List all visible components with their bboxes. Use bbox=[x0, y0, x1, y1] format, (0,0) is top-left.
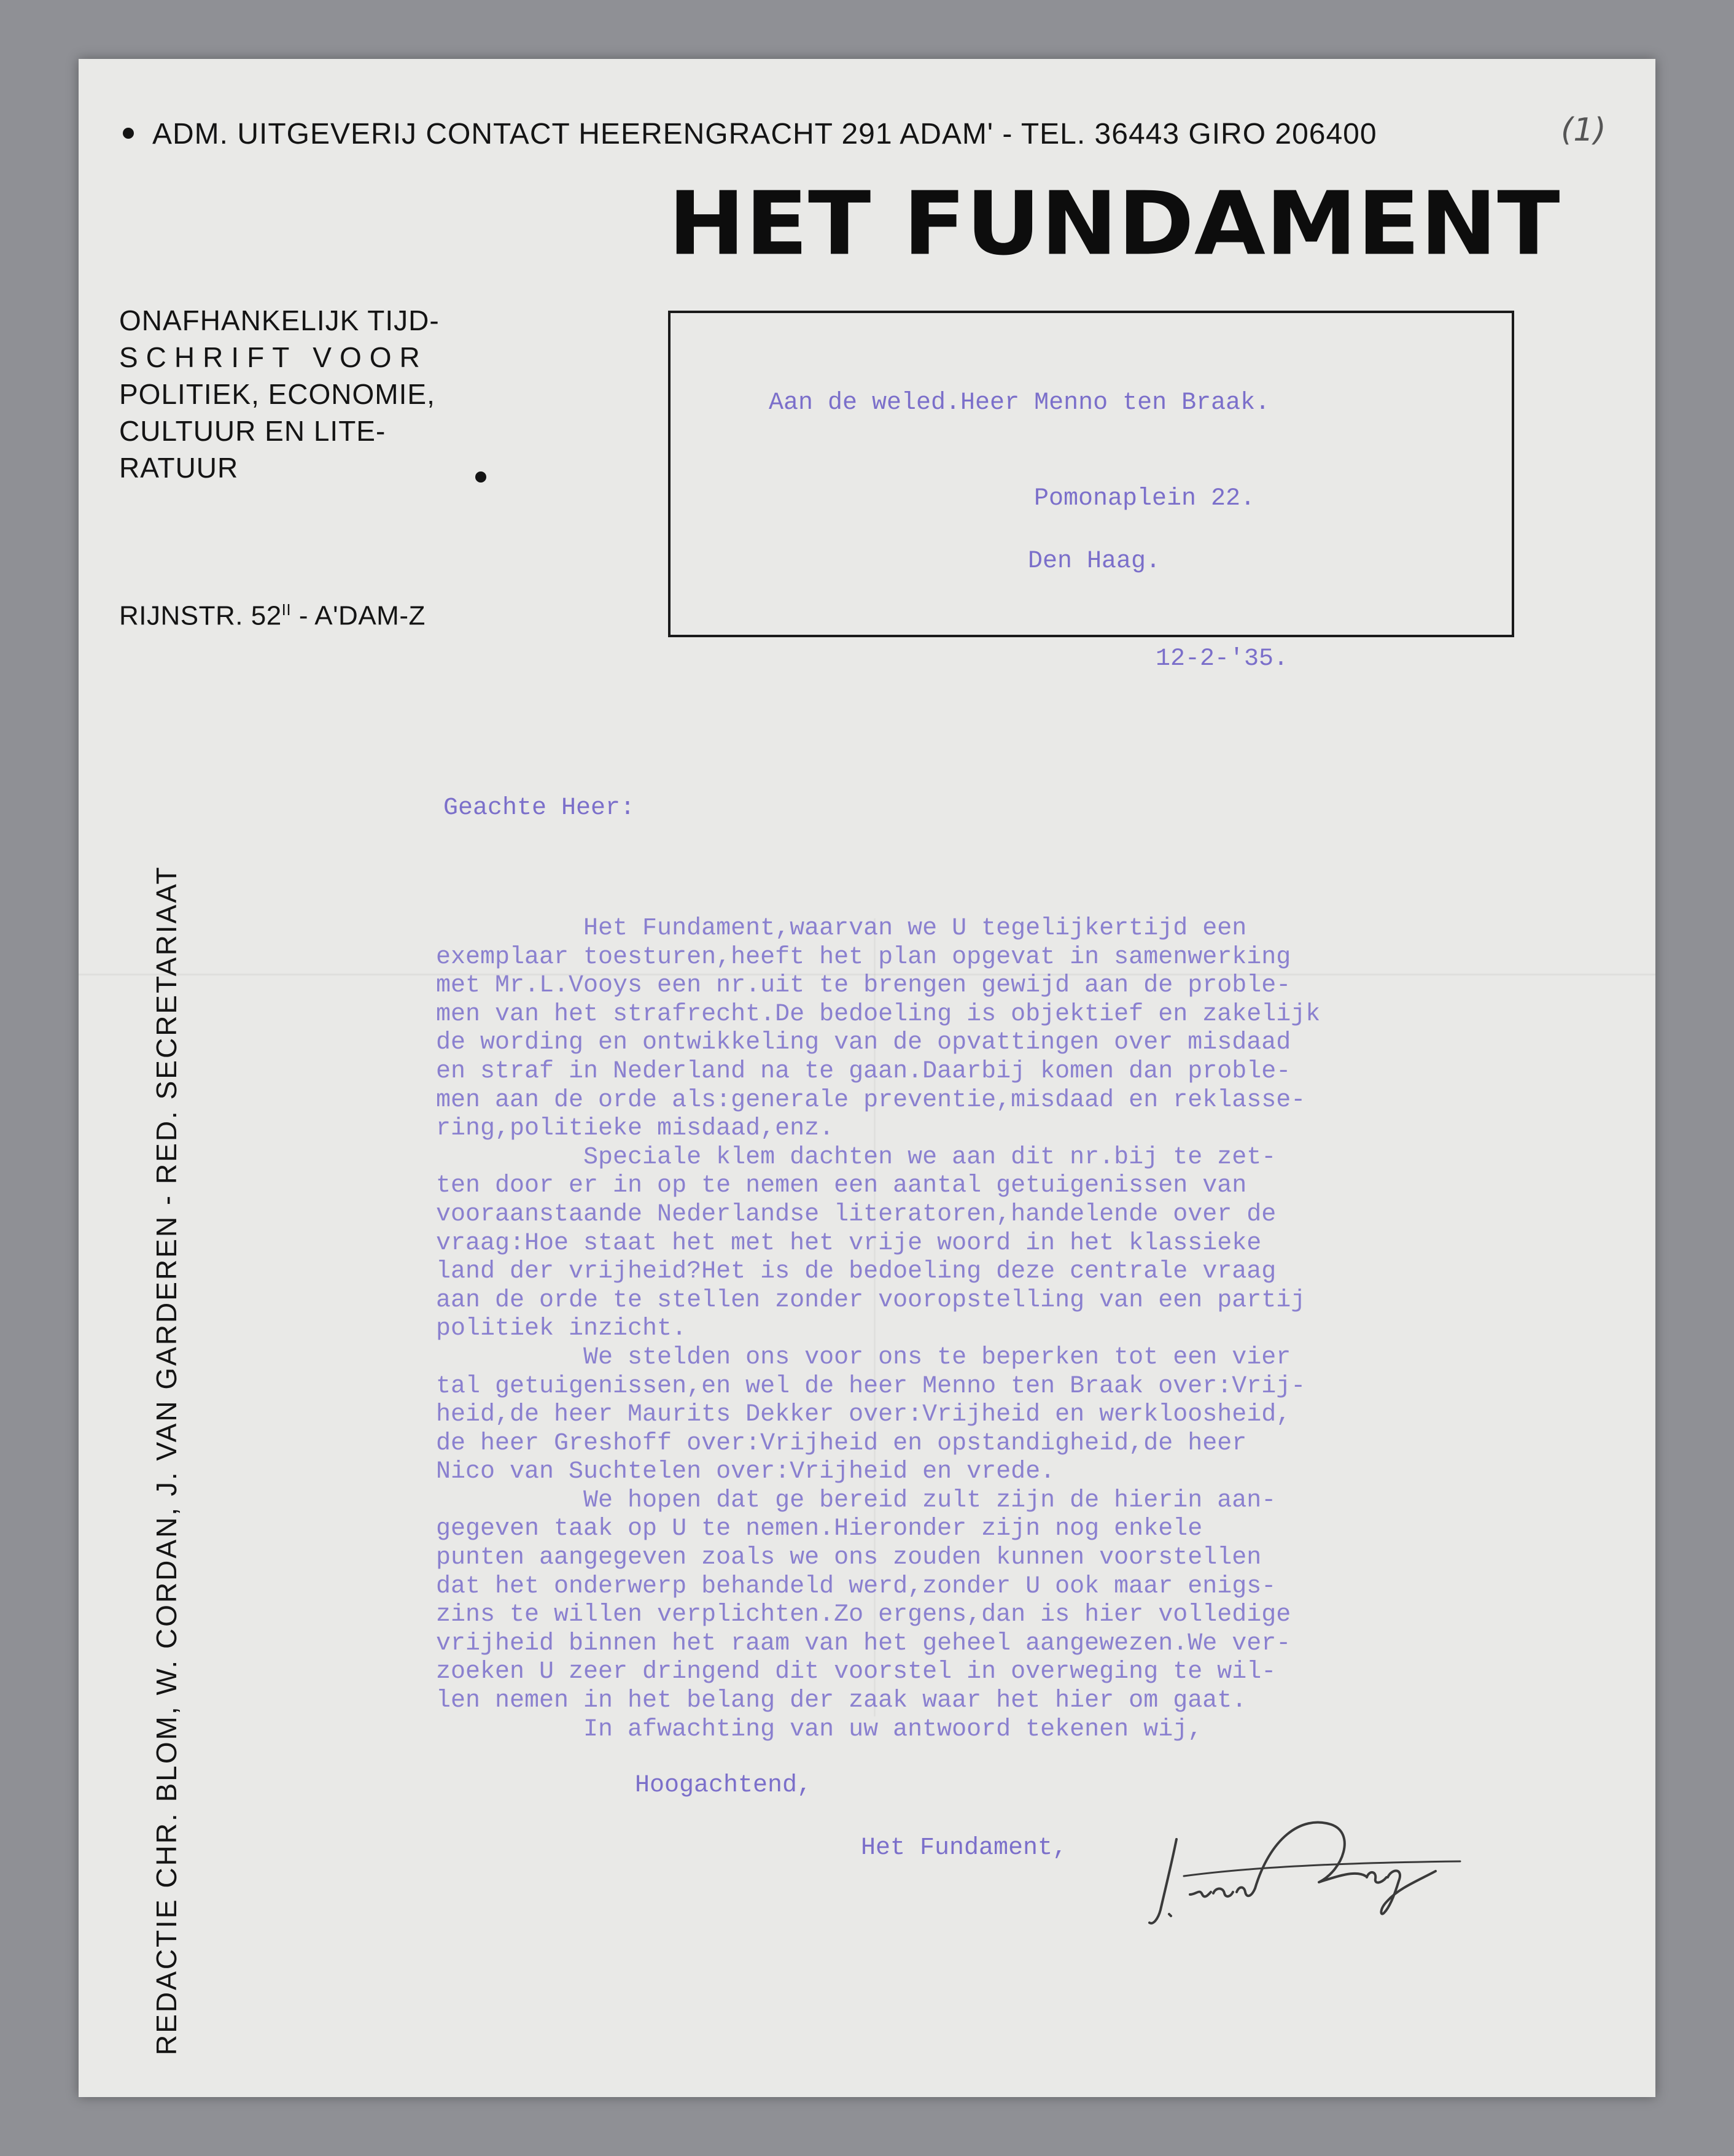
body-line: de heer Greshoff over:Vrijheid en opstandigheid,de heer bbox=[436, 1429, 1247, 1457]
tagline bbox=[119, 302, 463, 486]
street-name: RIJNSTR. 52 bbox=[119, 600, 282, 631]
letter-body bbox=[436, 915, 1603, 1744]
bullet-icon bbox=[475, 471, 486, 483]
body-line: land der vrijheid?Het is de bedoeling deze centrale vraag bbox=[436, 1258, 1277, 1286]
closing-greeting: Hoogachtend, bbox=[635, 1772, 812, 1799]
body-line: zins te willen verplichten.Zo ergens,dan is hier volledige bbox=[436, 1601, 1291, 1629]
body-line: politiek inzicht. bbox=[436, 1315, 687, 1343]
body-line: men van het strafrecht.De bedoeling is objektief en zakelijk bbox=[436, 1000, 1321, 1028]
body-line: tal getuigenissen,en wel de heer Menno ten Braak over:Vrij- bbox=[436, 1372, 1306, 1400]
body-line: gegeven taak op U te nemen.Hieronder zijn nog enkele bbox=[436, 1515, 1203, 1543]
salutation: Geachte Heer: bbox=[443, 794, 636, 822]
body-line: men aan de orde als:generale preventie,misdaad en reklasse- bbox=[436, 1086, 1306, 1114]
body-line: vrijheid binnen het raam van het geheel aangewezen.We ver- bbox=[436, 1629, 1291, 1658]
masthead-text: HET FUNDAMENT bbox=[668, 187, 1560, 262]
street-address bbox=[119, 600, 426, 632]
body-line: We stelden ons voor ons te beperken tot een vier bbox=[436, 1343, 1291, 1371]
body-line: vooraanstaande Nederlandse literatoren,handelende over de bbox=[436, 1200, 1277, 1228]
body-line: heid,de heer Maurits Dekker over:Vrijheid en werkloosheid, bbox=[436, 1401, 1291, 1429]
tagline-line: RATUUR bbox=[119, 452, 239, 484]
body-line: met Mr.L.Vooys een nr.uit te brengen gewijd aan de proble- bbox=[436, 972, 1291, 1000]
body-line: Het Fundament,waarvan we U tegelijkertijd een bbox=[436, 915, 1247, 942]
recipient-name: Aan de weled.Heer Menno ten Braak. bbox=[769, 389, 1270, 417]
editorial-sidebar: REDACTIE CHR. BLOM, W. CORDAN, J. VAN GARDEREN - RED. SECRETARIAAT bbox=[150, 865, 182, 2055]
body-line: ring,politieke misdaad,enz. bbox=[436, 1115, 834, 1143]
street-city: - A'DAM-Z bbox=[291, 600, 426, 631]
recipient-city: Den Haag. bbox=[1028, 548, 1161, 575]
body-line: len nemen in het belang der zaak waar het hier om gaat. bbox=[436, 1687, 1247, 1715]
tagline-line: POLITIEK, ECONOMIE, bbox=[119, 378, 435, 410]
tagline-line: ONAFHANKELIJK TIJD- bbox=[119, 304, 440, 336]
masthead-title bbox=[668, 187, 1595, 262]
body-line: en straf in Nederland na te gaan.Daarbij komen dan proble- bbox=[436, 1057, 1291, 1085]
body-line: dat het onderwerp behandeld werd,zonder U ook maar enigs- bbox=[436, 1572, 1277, 1600]
letter-date: 12-2-'35. bbox=[1156, 645, 1289, 673]
body-line: punten aangegeven zoals we ons zouden kunnen voorstellen bbox=[436, 1544, 1262, 1572]
body-line: exemplaar toesturen,heeft het plan opgevat in samenwerking bbox=[436, 943, 1291, 971]
recipient-box bbox=[668, 311, 1514, 637]
tagline-line: CULTUUR EN LITE- bbox=[119, 415, 386, 447]
body-line: de wording en ontwikkeling van de opvattingen over misdaad bbox=[436, 1029, 1291, 1057]
handwritten-signature bbox=[1147, 1802, 1466, 1937]
letter-sheet bbox=[79, 59, 1655, 2097]
body-line: ten door er in op te nemen een aantal getuigenissen van bbox=[436, 1172, 1247, 1200]
letterhead-address-line bbox=[123, 117, 1596, 151]
archive-mark: (1) bbox=[1561, 112, 1606, 149]
body-line: Speciale klem dachten we aan dit nr.bij te zet- bbox=[436, 1143, 1277, 1171]
recipient-street: Pomonaplein 22. bbox=[1034, 485, 1256, 513]
body-line: aan de orde te stellen zonder vooropstelling van een partij bbox=[436, 1286, 1306, 1314]
bullet-icon bbox=[123, 128, 134, 139]
tagline-line: SCHRIFT VOOR bbox=[119, 341, 428, 373]
body-line: zoeken U zeer dringend dit voorstel in overweging te wil- bbox=[436, 1658, 1277, 1686]
letterhead-address-text: ADM. UITGEVERIJ CONTACT HEERENGRACHT 291 ADAM' - TEL. 36443 GIRO 206400 bbox=[152, 118, 1377, 150]
body-line: In afwachting van uw antwoord tekenen wij, bbox=[436, 1715, 1203, 1743]
closing-sender: Het Fundament, bbox=[861, 1834, 1068, 1862]
body-line: Nico van Suchtelen over:Vrijheid en vrede. bbox=[436, 1458, 1056, 1486]
street-floor: II bbox=[281, 600, 292, 619]
body-line: vraag:Hoe staat het met het vrije woord in het klassieke bbox=[436, 1229, 1262, 1257]
body-line: We hopen dat ge bereid zult zijn de hierin aan- bbox=[436, 1486, 1277, 1514]
